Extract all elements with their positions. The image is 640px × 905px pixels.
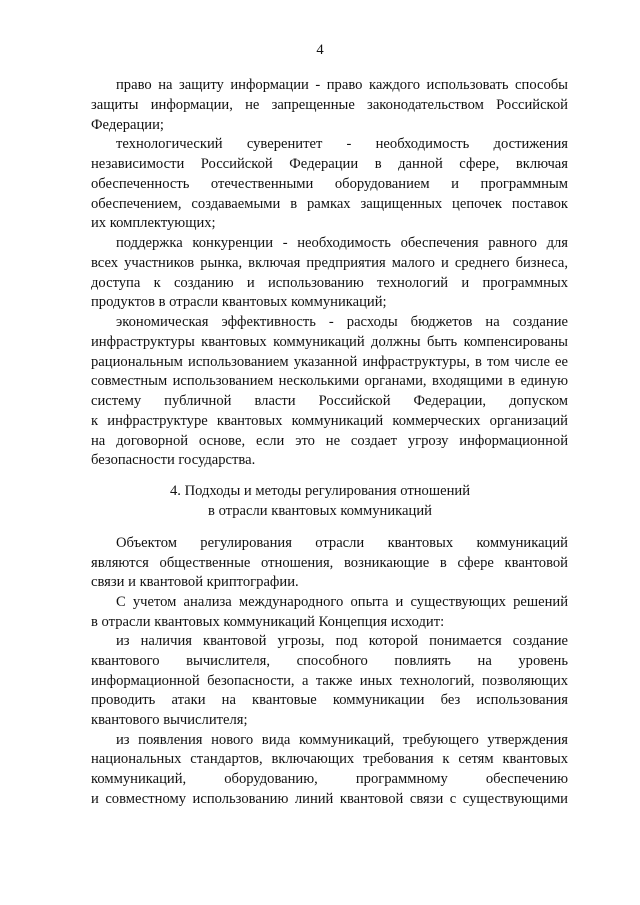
heading-line: в отрасли квантовых коммуникаций: [208, 502, 432, 519]
text-block-top: [91, 76, 568, 471]
text-line: систему публичной власти Российской Федерации, допуском: [91, 393, 568, 409]
paragraph-new-communication-type: [91, 731, 568, 810]
paragraph-international-experience: [91, 593, 568, 632]
page-number: 4: [316, 42, 324, 58]
text-line: квантового вычислителя;: [91, 711, 248, 728]
text-line: экономическая эффективность - расходы бюджетов на создание: [116, 314, 568, 330]
text-line: право на защиту информации - право каждого использовать способы: [116, 77, 568, 93]
text-line: независимости Российской Федерации в данной сфере, включая: [91, 156, 568, 172]
text-line: технологический суверенитет - необходимость достижения: [116, 136, 568, 153]
text-line: связи и квантовой криптографии.: [91, 574, 299, 591]
text-line: Федерации;: [91, 116, 164, 133]
text-line: из появления нового вида коммуникаций, требующего утверждения: [116, 731, 568, 748]
heading-line: 4. Подходы и методы регулирования отношений: [169, 483, 471, 499]
paragraph-regulation-object: [91, 534, 568, 593]
text-line: на договорной основе, если это не создает угрозу информационной: [91, 432, 568, 449]
text-line: защиты информации, не запрещенные законодательством Российской: [91, 96, 568, 113]
text-line: рациональным использованием указанной инфраструктуры, в том числе ее: [91, 353, 568, 370]
paragraph-technological-sovereignty: [91, 135, 568, 234]
text-line: доступа к созданию и использованию технологий и программных: [91, 274, 568, 291]
text-line: совместным использованием несколькими органами, входящими в единую: [91, 373, 568, 390]
paragraph-quantum-threat: [91, 632, 568, 730]
text-block-bottom: [91, 534, 568, 809]
text-line: продуктов в отрасли квантовых коммуникаций;: [91, 294, 387, 311]
text-line: обеспечением, создаваемыми в рамках защищенных цепочек поставок: [91, 195, 568, 212]
text-line: в отрасли квантовых коммуникаций Концепция исходит:: [91, 613, 445, 630]
text-line: всех участников рынка, включая предприятия малого и среднего бизнеса,: [91, 254, 568, 271]
text-line: поддержка конкуренции - необходимость обеспечения равного для: [116, 235, 568, 251]
text-line: к инфраструктуре квантовых коммуникаций коммерческих организаций: [91, 412, 568, 429]
text-line: из наличия квантовой угрозы, под которой понимается создание: [116, 633, 568, 650]
text-line: безопасности государства.: [91, 452, 256, 469]
paragraph-economic-efficiency: [91, 313, 568, 471]
text-line: являются общественные отношения, возникающие в сфере квантовой: [91, 554, 568, 571]
text-line: национальных стандартов, включающих требования к сетям квантовых: [91, 751, 568, 768]
text-line: С учетом анализа международного опыта и существующих решений: [116, 593, 568, 610]
paragraph-right-to-information-protection: [91, 76, 568, 135]
text-line: проводить атаки на квантовые коммуникации без использования: [91, 692, 568, 709]
text-line: квантового вычислителя, способного повлиять на уровень: [91, 652, 568, 669]
text-line: коммуникаций, оборудованию, программному обеспечению: [91, 770, 568, 787]
paragraph-competition-support: [91, 234, 568, 313]
text-line: и совместному использованию линий квантовой связи с существующими: [91, 790, 568, 807]
section-heading: [0, 482, 640, 521]
text-line: обеспеченность отечественными оборудованием и программным: [91, 175, 568, 192]
text-line: информационной безопасности, а также иных технологий, позволяющих: [91, 672, 568, 689]
text-line: инфраструктуры квантовых коммуникаций должны быть компенсированы: [91, 333, 568, 350]
text-line: Объектом регулирования отрасли квантовых коммуникаций: [116, 535, 568, 551]
text-line: их комплектующих;: [91, 215, 216, 232]
